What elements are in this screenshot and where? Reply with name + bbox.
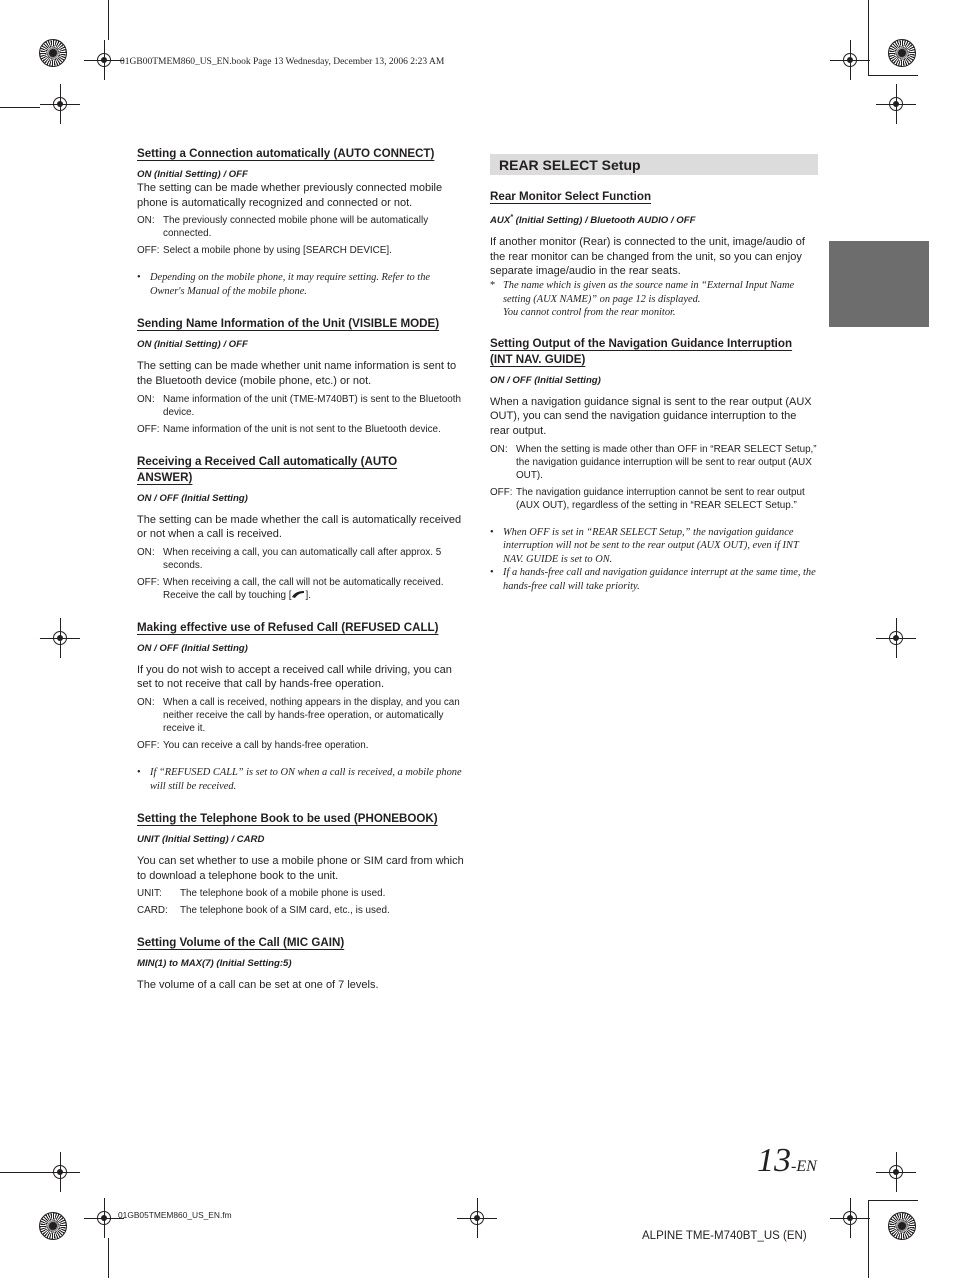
chapter-tab — [829, 241, 929, 327]
auto-connect-options — [137, 214, 465, 257]
refused-call-setting: ON / OFF (Initial Setting) — [137, 642, 248, 654]
crop-mark — [0, 107, 40, 108]
rear-monitor-footnote: * The name which is given as the source name in “External Input Name setting (AUX NAME)” on page 12 is displayed. You cannot control from the rear monitor. — [490, 279, 795, 319]
color-bar-mark-top-right — [888, 39, 916, 67]
phonebook-heading: Setting the Telephone Book to be used (PHONEBOOK) — [137, 812, 438, 826]
auto-connect-note: • Depending on the mobile phone, it may require setting. Refer to the Owner's Manual of the mobile phone. — [137, 272, 431, 297]
option-item: OFF: Name information of the unit is not sent to the Bluetooth device. — [137, 423, 441, 435]
registration-mark-icon — [876, 84, 916, 124]
phone-receiver-icon — [291, 590, 305, 598]
crop-mark — [868, 0, 869, 76]
auto-answer-setting: ON / OFF (Initial Setting) — [137, 492, 248, 504]
registration-mark-icon — [84, 40, 124, 80]
footer-file-name: 01GB05TMEM860_US_EN.fm — [118, 1210, 232, 1220]
int-nav-guide-note: • If a hands-free call and navigation guidance interrupt at the same time, the hands-free call will take priority. — [490, 567, 816, 592]
crop-mark — [868, 75, 918, 76]
auto-answer-options — [137, 546, 465, 602]
option-item: OFF: Select a mobile phone by using [SEARCH DEVICE]. — [137, 245, 392, 257]
right-column — [490, 154, 818, 594]
registration-mark-icon — [830, 40, 870, 80]
phonebook-setting: UNIT (Initial Setting) / CARD — [137, 834, 265, 846]
option-item: ON: Name information of the unit (TME-M740BT) is sent to the Bluetooth device. — [137, 393, 462, 418]
option-item: ON: When the setting is made other than OFF in “REAR SELECT Setup,” the navigation guidance interruption will be sent to rear output (AUX OUT). — [490, 443, 817, 481]
option-item: OFF: When receiving a call, the call will not be automatically received. Receive the call by touching [ ]. — [137, 576, 444, 601]
int-nav-guide-heading: Setting Output of the Navigation Guidance Interruption (INT NAV. GUIDE) — [490, 336, 793, 366]
crop-mark — [108, 0, 109, 40]
visible-mode-body: The setting can be made whether unit name information is sent to the Bluetooth device (mobile phone, etc.) or not. — [137, 360, 457, 387]
auto-answer-heading: Receiving a Received Call automatically (AUTO ANSWER) — [137, 454, 398, 484]
mic-gain-heading: Setting Volume of the Call (MIC GAIN) — [137, 936, 345, 950]
crop-mark — [108, 1238, 109, 1278]
option-item: UNIT: The telephone book of a mobile phone is used. — [137, 888, 386, 900]
color-bar-mark-bottom-left — [39, 1212, 67, 1240]
refused-call-heading: Making effective use of Refused Call (REFUSED CALL) — [137, 620, 439, 634]
color-bar-mark-bottom-right — [888, 1212, 916, 1240]
registration-mark-icon — [40, 84, 80, 124]
crop-mark — [0, 1172, 40, 1173]
visible-mode-heading: Sending Name Information of the Unit (VISIBLE MODE) — [137, 317, 440, 331]
registration-mark-icon — [40, 618, 80, 658]
int-nav-guide-setting: ON / OFF (Initial Setting) — [490, 374, 601, 386]
option-item: ON: The previously connected mobile phone will be automatically connected. — [137, 215, 429, 240]
crop-mark — [868, 1200, 918, 1201]
color-bar-mark-top-left — [39, 39, 67, 67]
file-info-header: 01GB00TMEM860_US_EN.book Page 13 Wednesday, December 13, 2006 2:23 AM — [120, 57, 445, 67]
option-item: ON: When a call is received, nothing appears in the display, and you can neither receive the call by hands-free operation, or automatically receive it. — [137, 696, 460, 734]
phonebook-body: You can set whether to use a mobile phone or SIM card from which to download a telephone book to the unit. — [137, 855, 464, 882]
rear-monitor-body: If another monitor (Rear) is connected to the unit, image/audio of the rear monitor can be changed from the unit, so you can enjoy separate image/audio in the rear seats. — [490, 236, 805, 278]
auto-answer-body: The setting can be made whether the call is automatically received or not when a call is received. — [137, 513, 462, 541]
rear-monitor-setting: AUX* (Initial Setting) / Bluetooth AUDIO / OFF — [490, 214, 696, 227]
int-nav-guide-options — [490, 443, 818, 512]
refused-call-note: • If “REFUSED CALL” is set to ON when a call is received, a mobile phone will still be received. — [137, 766, 462, 792]
option-item: OFF: The navigation guidance interruption cannot be sent to rear output (AUX OUT), regardless of the setting in “REAR SELECT Setup.” — [490, 486, 805, 511]
rear-monitor-heading: Rear Monitor Select Function — [490, 190, 652, 203]
rear-select-section-title: REAR SELECT Setup — [490, 154, 818, 175]
option-item: OFF: You can receive a call by hands-free operation. — [137, 739, 369, 751]
registration-mark-icon — [457, 1198, 497, 1238]
refused-call-body: If you do not wish to accept a received call while driving, you can set to not receive that call by hands-free operation. — [137, 663, 452, 691]
option-item: CARD: The telephone book of a SIM card, etc., is used. — [137, 905, 390, 917]
refused-call-options — [137, 696, 465, 752]
int-nav-guide-note: • When OFF is set in “REAR SELECT Setup,” the navigation guidance interruption will not be sent to the rear output (AUX OUT), even if INT NAV. GUIDE is set to ON. — [490, 526, 799, 565]
registration-mark-icon — [876, 618, 916, 658]
left-column — [137, 146, 465, 993]
int-nav-guide-body: When a navigation guidance signal is sent to the rear output (AUX OUT), you can send the navigation guidance interruption to the rear output. — [490, 395, 812, 437]
footer-model: ALPINE TME-M740BT_US (EN) — [642, 1230, 807, 1242]
registration-mark-icon — [40, 1152, 80, 1192]
mic-gain-body: The volume of a call can be set at one of 7 levels. — [137, 979, 379, 992]
auto-connect-heading: Setting a Connection automatically (AUTO CONNECT) — [137, 147, 435, 160]
auto-connect-setting: ON (Initial Setting) / OFF — [137, 169, 248, 180]
option-item: ON: When receiving a call, you can automatically call after approx. 5 seconds. — [137, 546, 442, 571]
registration-mark-icon — [830, 1198, 870, 1238]
page-number: 13-EN — [757, 1142, 817, 1179]
visible-mode-options — [137, 393, 465, 436]
crop-mark — [868, 1200, 869, 1278]
phonebook-options — [137, 887, 465, 917]
auto-connect-body: The setting can be made whether previously connected mobile phone is automatically recognized and connected or not. — [137, 182, 443, 209]
registration-mark-icon — [876, 1152, 916, 1192]
mic-gain-setting: MIN(1) to MAX(7) (Initial Setting:5) — [137, 958, 292, 970]
visible-mode-setting: ON (Initial Setting) / OFF — [137, 339, 248, 351]
